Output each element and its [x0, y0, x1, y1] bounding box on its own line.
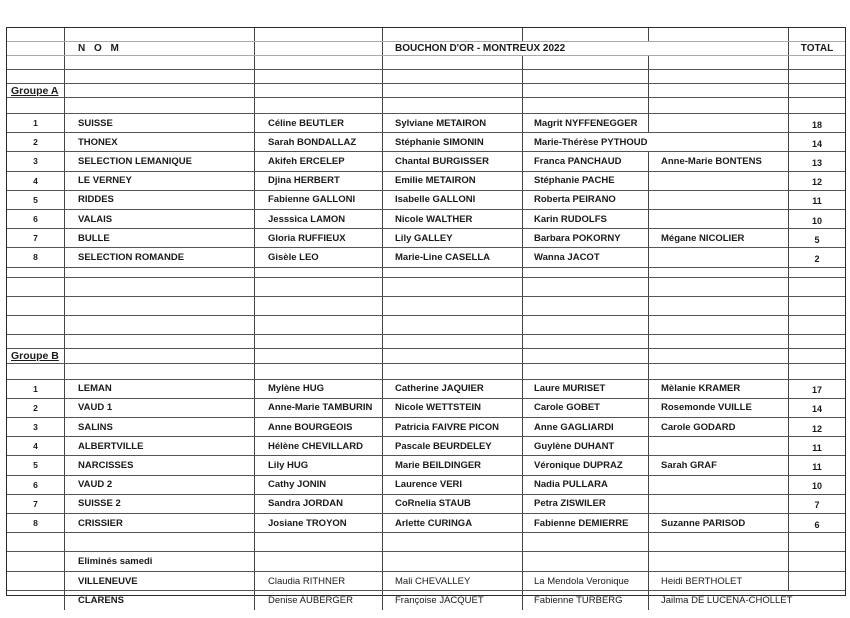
team-name: VAUD 2 — [65, 476, 255, 494]
empty-cell — [383, 316, 523, 334]
player-name: Gloria RUFFIEUX — [255, 229, 383, 247]
empty-cell — [255, 349, 383, 363]
blank-row — [7, 364, 845, 380]
team-name: SALINS — [65, 418, 255, 436]
eliminated-team-row — [7, 591, 845, 610]
team-name: THONEX — [65, 133, 255, 151]
player-name: Suzanne PARISOD — [649, 514, 789, 532]
player-name: Denise AUBERGER — [255, 591, 383, 610]
team-name: LEMAN — [65, 380, 255, 398]
player-name: Chantal BURGISSER — [383, 152, 523, 170]
empty-cell — [789, 98, 845, 113]
player-name — [649, 437, 789, 455]
player-name: Petra ZISWILER — [523, 495, 649, 513]
empty-cell — [383, 98, 523, 113]
header-row — [7, 42, 845, 56]
player-name: La Mendola Veronique — [523, 572, 649, 590]
empty-cell — [65, 98, 255, 113]
team-row — [7, 114, 845, 133]
team-total: 6 — [814, 519, 820, 530]
player-name: Arlette CURINGA — [383, 514, 523, 532]
empty-cell — [523, 349, 649, 363]
player-name: Anne-Marie BONTENS — [649, 152, 789, 170]
player-name: Rosemonde VUILLE — [649, 399, 789, 417]
empty-cell — [649, 533, 789, 551]
team-name: VILLENEUVE — [65, 572, 255, 590]
player-name: Pascale BEURDELEY — [383, 437, 523, 455]
empty-cell — [789, 56, 845, 69]
player-name: Nadia PULLARA — [523, 476, 649, 494]
empty-cell — [7, 278, 65, 296]
player-name — [649, 476, 789, 494]
player-name: Stéphanie SIMONIN — [383, 133, 523, 151]
empty-cell — [523, 56, 649, 69]
team-name: LE VERNEY — [65, 172, 255, 190]
player-name: Catherine JAQUIER — [383, 380, 523, 398]
player-name — [649, 495, 789, 513]
player-name: Fabienne GALLONI — [255, 191, 383, 209]
empty-cell — [65, 28, 255, 41]
team-total: 10 — [811, 215, 822, 226]
empty-cell — [65, 297, 255, 315]
team-row — [7, 133, 845, 152]
empty-cell — [7, 98, 65, 113]
empty-cell — [523, 28, 649, 41]
player-name: Isabelle GALLONI — [383, 191, 523, 209]
team-rank: 7 — [7, 495, 65, 513]
blank-row — [7, 533, 845, 552]
empty-cell — [255, 335, 383, 348]
player-name: Guylène DUHANT — [523, 437, 649, 455]
empty-cell — [383, 552, 523, 571]
blank-row — [7, 98, 845, 114]
player-name: Françoise JACQUET — [383, 591, 523, 610]
empty-cell — [649, 278, 789, 296]
player-name: Djina HERBERT — [255, 172, 383, 190]
blank-row — [7, 70, 845, 84]
empty-cell — [255, 364, 383, 379]
player-name: Véronique DUPRAZ — [523, 456, 649, 474]
team-name: SUISSE 2 — [65, 495, 255, 513]
empty-cell — [383, 297, 523, 315]
empty-cell — [523, 268, 649, 277]
team-total: 11 — [812, 461, 822, 472]
empty-cell — [65, 533, 255, 551]
player-name: Mylène HUG — [255, 380, 383, 398]
empty-cell — [523, 297, 649, 315]
empty-cell — [649, 552, 789, 571]
team-total: 17 — [811, 385, 822, 396]
team-name: CRISSIER — [65, 514, 255, 532]
team-rank: 3 — [7, 152, 65, 170]
team-total — [789, 572, 845, 590]
empty-cell — [649, 364, 789, 379]
player-name: Marie-Line CASELLA — [383, 248, 523, 266]
player-name: Anne GAGLIARDI — [523, 418, 649, 436]
team-row — [7, 456, 845, 475]
empty-cell — [789, 70, 845, 83]
empty-cell — [789, 349, 845, 363]
team-name: SUISSE — [65, 114, 255, 132]
team-rank: 5 — [7, 456, 65, 474]
team-rank: 8 — [7, 248, 65, 266]
player-name: Magrit NYFFENEGGER — [523, 114, 649, 132]
player-name: Heidi BERTHOLET — [649, 572, 789, 590]
empty-cell — [7, 364, 65, 379]
empty-cell — [383, 278, 523, 296]
document-title: BOUCHON D'OR - MONTREUX 2022 — [395, 43, 566, 54]
team-rank: 4 — [7, 172, 65, 190]
team-row — [7, 380, 845, 399]
player-name: Fabienne DEMIERRE — [523, 514, 649, 532]
player-name: Stéphanie PACHE — [523, 172, 649, 190]
blank-row — [7, 335, 845, 349]
team-row — [7, 418, 845, 437]
group-header-row — [7, 349, 845, 364]
empty-cell — [65, 278, 255, 296]
empty-cell — [65, 268, 255, 277]
team-rank: 2 — [7, 133, 65, 151]
player-name — [649, 191, 789, 209]
empty-cell — [7, 56, 65, 69]
team-rank: 5 — [7, 191, 65, 209]
team-total: 11 — [812, 442, 822, 453]
player-name: Mégane NICOLIER — [649, 229, 789, 247]
empty-cell — [255, 552, 383, 571]
player-name: Franca PANCHAUD — [523, 152, 649, 170]
team-row — [7, 191, 845, 210]
blank-row — [7, 56, 845, 70]
eliminated-label: Eliminés samedi — [65, 552, 255, 571]
team-total: 5 — [814, 234, 820, 245]
team-total: 7 — [814, 500, 820, 511]
empty-cell — [523, 98, 649, 113]
empty-cell — [789, 316, 845, 334]
nom-header: N O M — [65, 42, 255, 55]
empty-cell — [255, 316, 383, 334]
team-name: RIDDES — [65, 191, 255, 209]
player-name — [649, 248, 789, 266]
group-label: Groupe A — [7, 84, 65, 97]
empty-cell — [383, 28, 523, 41]
team-rank: 3 — [7, 418, 65, 436]
empty-cell — [7, 42, 65, 55]
player-name: CoRnelia STAUB — [383, 495, 523, 513]
player-name: Laure MURISET — [523, 380, 649, 398]
player-name: Lily HUG — [255, 456, 383, 474]
empty-cell — [255, 42, 383, 55]
empty-cell — [649, 70, 789, 83]
team-row — [7, 229, 845, 248]
player-name — [649, 172, 789, 190]
player-name: Hélène CHEVILLARD — [255, 437, 383, 455]
empty-cell — [383, 349, 523, 363]
empty-cell — [649, 28, 789, 41]
empty-cell — [523, 533, 649, 551]
total-header: TOTAL — [800, 43, 834, 54]
empty-cell — [383, 268, 523, 277]
team-name: NARCISSES — [65, 456, 255, 474]
team-total: 12 — [811, 177, 822, 188]
player-name: Carole GOBET — [523, 399, 649, 417]
empty-cell — [649, 297, 789, 315]
empty-cell — [523, 278, 649, 296]
empty-cell — [255, 533, 383, 551]
empty-cell — [383, 70, 523, 83]
player-name: Gisèle LEO — [255, 248, 383, 266]
empty-cell — [649, 335, 789, 348]
empty-cell — [7, 28, 65, 41]
team-rank: 8 — [7, 514, 65, 532]
team-total: 14 — [811, 138, 822, 149]
empty-cell — [523, 335, 649, 348]
empty-cell — [65, 349, 255, 363]
empty-cell — [789, 28, 845, 41]
player-name — [649, 210, 789, 228]
empty-cell — [255, 70, 383, 83]
empty-cell — [7, 335, 65, 348]
player-name: Sarah GRAF — [649, 456, 789, 474]
empty-cell — [65, 56, 255, 69]
empty-cell — [789, 268, 845, 277]
empty-cell — [255, 278, 383, 296]
empty-cell — [789, 364, 845, 379]
team-name: VALAIS — [65, 210, 255, 228]
empty-cell — [255, 297, 383, 315]
blank-row — [7, 268, 845, 278]
empty-cell — [789, 297, 845, 315]
blank-row — [7, 278, 845, 297]
empty-cell — [789, 552, 845, 571]
group-label: Groupe B — [7, 349, 65, 363]
player-name: Cathy JONIN — [255, 476, 383, 494]
player-name: Carole GODARD — [649, 418, 789, 436]
player-name: Roberta PEIRANO — [523, 191, 649, 209]
player-name: Nicole WALTHER — [383, 210, 523, 228]
blank-row — [7, 28, 845, 42]
player-name: Marie BEILDINGER — [383, 456, 523, 474]
team-total: 18 — [811, 119, 822, 130]
team-row — [7, 172, 845, 191]
player-name: Patricia FAIVRE PICON — [383, 418, 523, 436]
empty-cell — [523, 316, 649, 334]
empty-cell — [649, 84, 789, 97]
player-name: Laurence VERI — [383, 476, 523, 494]
empty-cell — [649, 42, 789, 55]
empty-cell — [789, 278, 845, 296]
empty-cell — [65, 316, 255, 334]
empty-cell — [7, 70, 65, 83]
empty-cell — [789, 84, 845, 97]
empty-cell — [523, 364, 649, 379]
player-name: Marie-Thérèse PYTHOUD — [534, 136, 648, 148]
empty-cell — [255, 268, 383, 277]
player-name: Jesssica LAMON — [255, 210, 383, 228]
empty-cell — [7, 533, 65, 551]
player-name: Karin RUDOLFS — [523, 210, 649, 228]
empty-cell — [7, 552, 65, 571]
player-name: Josiane TROYON — [255, 514, 383, 532]
player-name: Fabienne TURBERG — [523, 591, 649, 610]
player-name: Jailma DE LUCENA-CHOLLET — [661, 595, 793, 607]
team-rank: 1 — [7, 380, 65, 398]
empty-cell — [7, 591, 65, 610]
empty-cell — [255, 84, 383, 97]
empty-cell — [65, 364, 255, 379]
empty-cell — [789, 533, 845, 551]
blank-row — [7, 316, 845, 335]
team-rank: 1 — [7, 114, 65, 132]
team-row — [7, 210, 845, 229]
player-name: Céline BEUTLER — [255, 114, 383, 132]
empty-cell — [383, 364, 523, 379]
player-name: Emilie METAIRON — [383, 172, 523, 190]
team-name: SELECTION LEMANIQUE — [65, 152, 255, 170]
empty-cell — [649, 349, 789, 363]
team-name: SELECTION ROMANDE — [65, 248, 255, 266]
team-rank: 4 — [7, 437, 65, 455]
player-name — [649, 114, 789, 132]
empty-cell — [7, 572, 65, 590]
empty-cell — [383, 84, 523, 97]
team-rank: 2 — [7, 399, 65, 417]
group-header-row — [7, 84, 845, 98]
team-row — [7, 248, 845, 267]
empty-cell — [255, 98, 383, 113]
player-name: Akifeh ERCELEP — [255, 152, 383, 170]
team-row — [7, 495, 845, 514]
team-total: 10 — [811, 481, 822, 492]
empty-cell — [7, 316, 65, 334]
empty-cell — [523, 84, 649, 97]
empty-cell — [255, 56, 383, 69]
eliminated-header-row — [7, 552, 845, 572]
empty-cell — [649, 268, 789, 277]
empty-cell — [65, 84, 255, 97]
player-name: Sylviane METAIRON — [383, 114, 523, 132]
empty-cell — [383, 335, 523, 348]
empty-cell — [523, 70, 649, 83]
team-row — [7, 399, 845, 418]
player-name: Anne BOURGEOIS — [255, 418, 383, 436]
team-rank: 6 — [7, 210, 65, 228]
team-total: 11 — [812, 196, 822, 207]
team-total: 12 — [811, 423, 822, 434]
player-name: Wanna JACOT — [523, 248, 649, 266]
team-total: 14 — [811, 404, 822, 415]
empty-cell — [789, 335, 845, 348]
team-row — [7, 152, 845, 171]
blank-row — [7, 297, 845, 316]
empty-cell — [65, 70, 255, 83]
empty-cell — [649, 56, 789, 69]
empty-cell — [7, 297, 65, 315]
team-row — [7, 476, 845, 495]
player-name — [649, 133, 789, 151]
player-name: Anne-Marie TAMBURIN — [255, 399, 383, 417]
team-name: VAUD 1 — [65, 399, 255, 417]
team-name: ALBERTVILLE — [65, 437, 255, 455]
player-name: Sarah BONDALLAZ — [255, 133, 383, 151]
team-row — [7, 437, 845, 456]
eliminated-team-row — [7, 572, 845, 591]
empty-cell — [649, 316, 789, 334]
team-name: CLARENS — [65, 591, 255, 610]
player-name: Barbara POKORNY — [523, 229, 649, 247]
empty-cell — [65, 335, 255, 348]
player-name: Mali CHEVALLEY — [383, 572, 523, 590]
empty-cell — [7, 268, 65, 277]
team-total: 2 — [814, 253, 820, 264]
empty-cell — [523, 552, 649, 571]
player-name: Lily GALLEY — [383, 229, 523, 247]
player-name: Sandra JORDAN — [255, 495, 383, 513]
team-total: 13 — [811, 157, 822, 168]
player-name: Nicole WETTSTEIN — [383, 399, 523, 417]
empty-cell — [649, 98, 789, 113]
results-table — [6, 27, 846, 607]
player-name: Claudia RITHNER — [255, 572, 383, 590]
player-name: Mèlanie KRAMER — [649, 380, 789, 398]
team-name: BULLE — [65, 229, 255, 247]
team-rank: 6 — [7, 476, 65, 494]
empty-cell — [383, 56, 523, 69]
empty-cell — [383, 533, 523, 551]
team-rank: 7 — [7, 229, 65, 247]
empty-cell — [255, 28, 383, 41]
team-row — [7, 514, 845, 533]
